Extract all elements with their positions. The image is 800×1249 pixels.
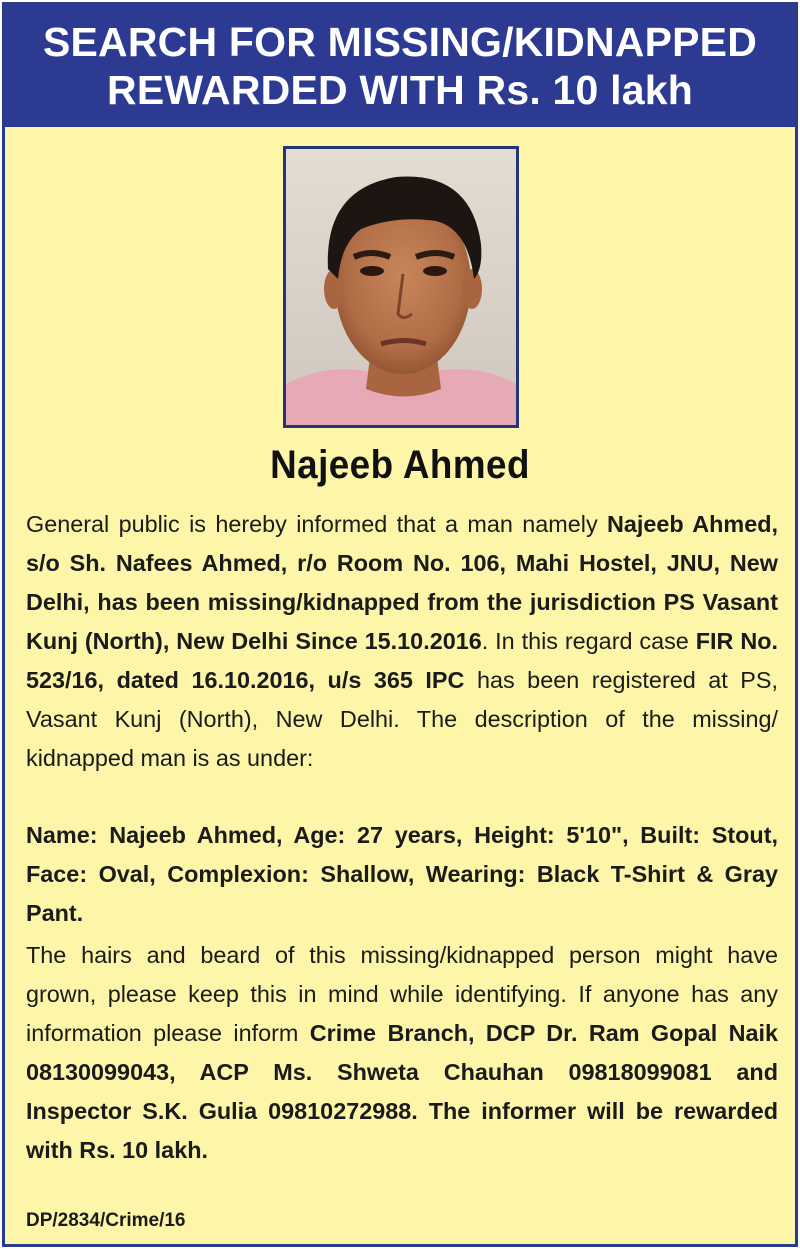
person-name: Najeeb Ahmed	[270, 443, 530, 487]
header-line-1: SEARCH FOR MISSING/KIDNAPPED	[42, 19, 758, 65]
notice-bold-details: Najeeb Ahmed, s/o Sh. Nafees Ahmed, r/o Room No. 106, Mahi Hostel, JNU, New Delhi, has been missing/kidnapped from the jurisdiction PS Vasant Kunj (North), New Delhi Since 15.10.2016	[26, 511, 778, 654]
contact-paragraph	[26, 936, 778, 1170]
notice-text: has been registered at PS, Vasant Kunj (North), New Delhi. The description of the missing/ kidnapped man is as under:	[26, 667, 779, 771]
reference-number: DP/2834/Crime/16	[26, 1210, 186, 1231]
header-line-2: REWARDED WITH Rs. 10 lakh	[107, 67, 693, 113]
portrait-image	[286, 149, 516, 425]
person-photo	[283, 146, 519, 428]
fir-details: FIR No. 523/16, dated 16.10.2016, u/s 365 IPC	[26, 628, 779, 693]
contact-details: Crime Branch, DCP Dr. Ram Gopal Naik 08130099043, ACP Ms. Shweta Chauhan 09818099081 and Inspector S.K. Gulia 09810272988. The informer will be rewarded with Rs. 10 lakh.	[26, 1020, 778, 1163]
contact-text: The hairs and beard of this missing/kidnapped person might have grown, please keep this in mind while identifying. If anyone has any information please inform	[26, 942, 778, 1046]
notice-text: General public is hereby informed that a man namely	[26, 511, 608, 537]
description-paragraph	[26, 816, 778, 933]
missing-person-poster	[2, 2, 798, 1247]
person-description: Name: Najeeb Ahmed, Age: 27 years, Height: 5'10", Built: Stout, Face: Oval, Complexion: Shallow, Wearing: Black T-Shirt & Gray Pant.	[26, 822, 778, 926]
header-banner	[5, 5, 795, 127]
notice-text: . In this regard case	[481, 628, 696, 654]
notice-paragraph	[26, 505, 778, 778]
